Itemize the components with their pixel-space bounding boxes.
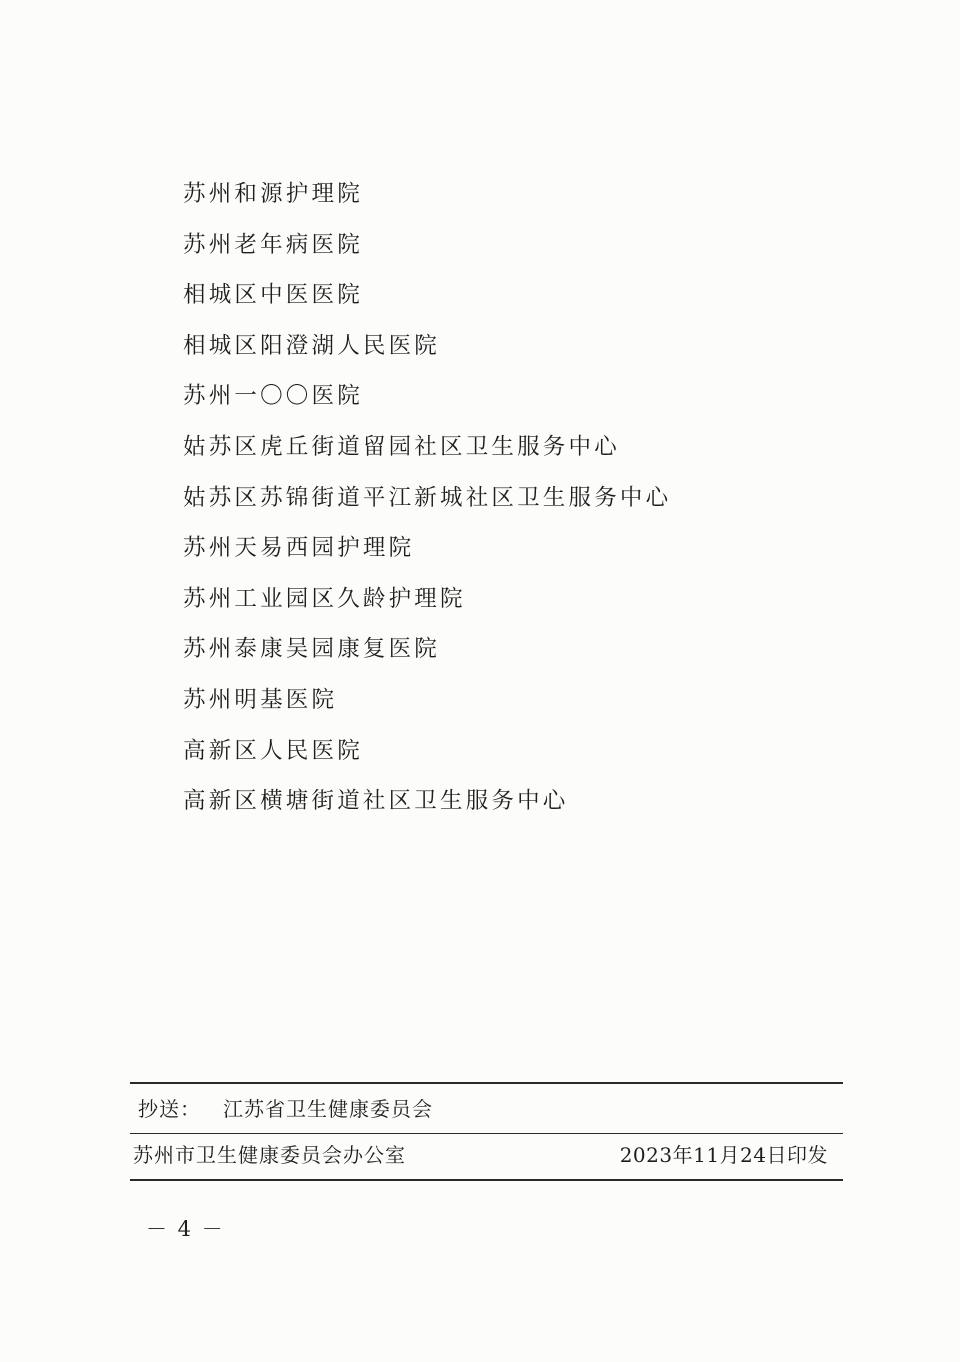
list-item: 姑苏区苏锦街道平江新城社区卫生服务中心	[183, 484, 672, 511]
list-item: 苏州天易西园护理院	[183, 535, 415, 562]
cc-label: 抄送：	[138, 1097, 201, 1121]
list-item: 相城区中医医院	[183, 282, 363, 309]
cc-recipient: 江苏省卫生健康委员会	[223, 1097, 433, 1121]
list-item: 苏州一〇〇医院	[183, 383, 363, 410]
list-item: 苏州工业园区久龄护理院	[183, 585, 466, 612]
issue-date: 2023年11月24日印发	[619, 1143, 828, 1167]
list-item: 苏州明基医院	[183, 686, 338, 713]
footer-bottom-rule	[130, 1179, 843, 1181]
cc-row	[138, 1093, 433, 1125]
footer-middle-rule	[130, 1133, 843, 1134]
hospital-list	[183, 172, 671, 830]
page-number: － 4 －	[146, 1217, 225, 1241]
list-item: 相城区阳澄湖人民医院	[183, 332, 441, 359]
footer-top-rule	[130, 1082, 843, 1084]
list-item: 苏州老年病医院	[183, 231, 363, 258]
list-item: 高新区人民医院	[183, 737, 363, 764]
list-item: 苏州和源护理院	[183, 181, 363, 207]
list-item: 高新区横塘街道社区卫生服务中心	[183, 788, 569, 815]
list-item: 姑苏区虎丘街道留园社区卫生服务中心	[183, 433, 620, 460]
list-item: 苏州泰康吴园康复医院	[183, 636, 441, 663]
issuing-office: 苏州市卫生健康委员会办公室	[133, 1143, 406, 1167]
